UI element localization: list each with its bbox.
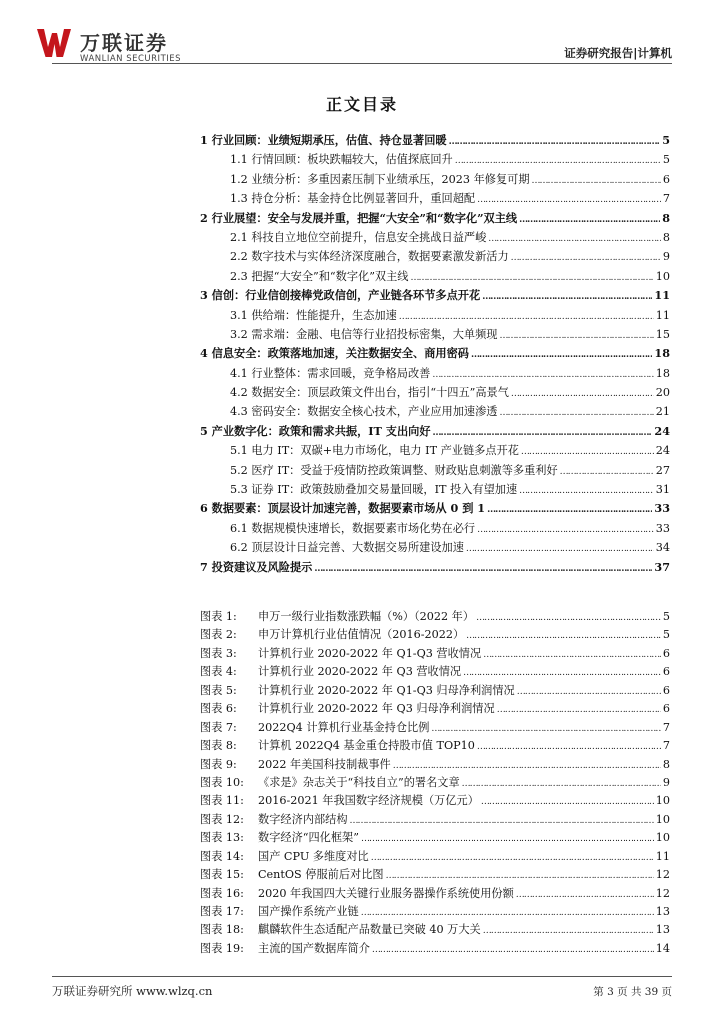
- toc-entry-title: 2.3 把握“大安全”和“数字化”双主线: [230, 269, 409, 283]
- toc-entry-page: 7: [662, 192, 670, 206]
- figure-entry[interactable]: [200, 756, 670, 774]
- dot-leader: [432, 367, 653, 380]
- figure-page: 12: [655, 868, 670, 882]
- figure-page: 6: [662, 665, 670, 679]
- toc-entry-page: 11: [655, 308, 670, 322]
- logo-text-cn: 万联证券: [80, 31, 168, 55]
- toc-entry-title: 5 产业数字化：政策和需求共振，IT 支出向好: [200, 423, 431, 438]
- toc-entry[interactable]: [200, 229, 670, 248]
- figure-label: 图表 18:: [200, 923, 244, 937]
- figure-entry[interactable]: [200, 663, 670, 681]
- toc-entry[interactable]: [200, 268, 670, 287]
- figure-label: 图表 12:: [200, 812, 244, 826]
- toc-entry[interactable]: [200, 287, 670, 306]
- figure-title: 2020 年我国四大关键行业服务器操作系统使用份额: [258, 886, 514, 900]
- figure-entry[interactable]: [200, 903, 670, 921]
- dot-leader: [431, 721, 660, 734]
- toc-entry-page: 18: [654, 346, 670, 361]
- toc-entry-page: 20: [655, 386, 670, 400]
- toc-entry-page: 9: [662, 250, 670, 264]
- dot-leader: [350, 813, 654, 826]
- toc-entry[interactable]: [200, 539, 670, 558]
- figure-title: 计算机 2022Q4 基金重仓持股市值 TOP10: [258, 739, 475, 753]
- figure-label: 图表 3:: [200, 646, 237, 660]
- figure-title: 数字经济“四化框架”: [258, 831, 359, 845]
- toc-entry-page: 27: [655, 463, 670, 477]
- figure-label: 图表 4:: [200, 665, 237, 679]
- toc-entry-page: 33: [655, 521, 670, 535]
- figure-title: 2022 年美国科技制裁事件: [258, 757, 391, 771]
- figure-title: 申万计算机行业估值情况（2016-2022）: [258, 628, 465, 642]
- toc-entry-title: 4.2 数据安全：顶层政策文件出台，指引“十四五”高景气: [230, 386, 509, 400]
- toc-entry-page: 18: [655, 366, 670, 380]
- dot-leader: [372, 942, 654, 955]
- figure-title: 麒麟软件生态适配产品数量已突破 40 万大关: [258, 923, 481, 937]
- dot-leader: [532, 173, 661, 186]
- figure-page: 12: [655, 886, 670, 900]
- footer-source: 万联证券研究所 www.wlzq.cn: [52, 984, 213, 998]
- figure-title: 《求是》杂志关于“科技自立”的署名文章: [258, 775, 460, 789]
- toc-entry-page: 34: [655, 541, 670, 555]
- figure-entry[interactable]: [200, 866, 670, 884]
- toc-entry[interactable]: [200, 481, 670, 500]
- figure-page: 10: [655, 831, 670, 845]
- figure-label: 图表 2:: [200, 628, 237, 642]
- dot-leader: [482, 288, 652, 302]
- figure-entry[interactable]: [200, 626, 670, 644]
- figure-label: 图表 5:: [200, 683, 237, 697]
- figure-title: 计算机行业 2020-2022 年 Q1-Q3 营收情况: [258, 646, 482, 660]
- dot-leader: [410, 270, 653, 283]
- figure-title: 2016-2021 年我国数字经济规模（万亿元）: [258, 794, 479, 808]
- figure-label: 图表 8:: [200, 739, 237, 753]
- toc-entry-title: 1.1 行情回顾：板块跌幅较大，估值探底回升: [230, 153, 453, 167]
- figure-title: CentOS 停服前后对比图: [258, 868, 384, 882]
- dot-leader: [487, 501, 652, 515]
- dot-leader: [466, 541, 654, 554]
- figure-page: 9: [662, 775, 670, 789]
- toc-entry-page: 6: [662, 172, 670, 186]
- figure-label: 图表 19:: [200, 941, 244, 955]
- figure-title: 数字经济内部结构: [258, 812, 348, 826]
- toc-entry[interactable]: [200, 500, 670, 519]
- toc-entry[interactable]: [200, 384, 670, 403]
- toc-entry[interactable]: [200, 462, 670, 481]
- figure-entry[interactable]: [200, 829, 670, 847]
- figure-entry[interactable]: [200, 940, 670, 958]
- toc-entry-page: 8: [662, 230, 670, 244]
- toc-entry-title: 5.1 电力 IT：双碳+电力市场化，电力 IT 产业链多点开花: [230, 444, 519, 458]
- toc-entry-title: 4 信息安全：政策落地加速，关注数据安全、商用密码: [200, 346, 469, 361]
- toc-entry[interactable]: [200, 423, 670, 442]
- toc-entry-page: 24: [655, 444, 670, 458]
- toc-entry-title: 6.1 数据规模快速增长，数据要素市场化势在必行: [230, 521, 476, 535]
- toc-entry-page: 21: [655, 405, 670, 419]
- figure-entry[interactable]: [200, 921, 670, 939]
- toc-entry-title: 3 信创：行业信创接棒党政信创，产业链各环节多点开花: [200, 288, 481, 303]
- dot-leader: [314, 560, 652, 574]
- dot-leader: [476, 610, 661, 623]
- dot-leader: [519, 211, 660, 225]
- toc-entry-title: 3.1 供给端：性能提升，生态加速: [230, 308, 397, 322]
- toc-entry[interactable]: [200, 132, 670, 151]
- figure-page: 7: [662, 739, 670, 753]
- figure-label: 图表 10:: [200, 775, 244, 789]
- figure-label: 图表 14:: [200, 849, 244, 863]
- figure-list: [200, 608, 670, 958]
- figure-entry[interactable]: [200, 645, 670, 663]
- toc-entry-title: 2 行业展望：安全与发展并重，把握“大安全”和“数字化”双主线: [200, 210, 518, 225]
- toc-entry-title: 6.2 顶层设计日益完善、大数据交易所建设加速: [230, 541, 464, 555]
- figure-label: 图表 16:: [200, 886, 244, 900]
- toc-entry[interactable]: [200, 210, 670, 229]
- figure-label: 图表 9:: [200, 757, 237, 771]
- toc-entry-page: 5: [662, 133, 670, 147]
- toc-entry-title: 1.3 持仓分析：基金持仓比例显著回升，重回超配: [230, 192, 476, 206]
- table-of-contents: [200, 132, 670, 578]
- dot-leader: [477, 192, 661, 205]
- figure-label: 图表 11:: [200, 794, 244, 808]
- dot-leader: [499, 405, 653, 418]
- dot-leader: [471, 346, 652, 360]
- toc-entry-page: 11: [654, 288, 670, 303]
- figure-page: 13: [655, 923, 670, 937]
- toc-entry-title: 4.3 密码安全：数据安全核心技术，产业应用加速渗透: [230, 405, 498, 419]
- dot-leader: [511, 386, 654, 399]
- figure-entry[interactable]: [200, 719, 670, 737]
- toc-entry[interactable]: [200, 520, 670, 539]
- toc-entry-page: 33: [654, 501, 670, 516]
- figure-title: 计算机行业 2020-2022 年 Q1-Q3 归母净利润情况: [258, 683, 515, 697]
- toc-entry[interactable]: [200, 365, 670, 384]
- figure-entry[interactable]: [200, 608, 670, 626]
- figure-title: 主流的国产数据库简介: [258, 941, 370, 955]
- toc-entry-title: 1 行业回顾：业绩短期承压，估值、持仓显著回暖: [200, 133, 447, 147]
- toc-entry[interactable]: [200, 190, 670, 209]
- toc-entry-page: 37: [654, 559, 670, 574]
- dot-leader: [516, 887, 654, 900]
- toc-entry[interactable]: [200, 442, 670, 461]
- header-divider: [52, 63, 672, 64]
- toc-entry[interactable]: [200, 345, 670, 364]
- figure-page: 6: [662, 702, 670, 716]
- figure-entry[interactable]: [200, 737, 670, 755]
- dot-leader: [483, 647, 661, 660]
- toc-entry[interactable]: [200, 326, 670, 345]
- toc-entry-title: 2.1 科技自立地位空前提升，信息安全挑战日益严峻: [230, 230, 487, 244]
- dot-leader: [517, 684, 661, 697]
- dot-leader: [386, 868, 654, 881]
- toc-entry[interactable]: [200, 151, 670, 170]
- figure-title: 国产操作系统产业链: [258, 905, 359, 918]
- figure-page: 13: [655, 905, 670, 918]
- figure-entry[interactable]: [200, 885, 670, 903]
- toc-entry-title: 1.2 业绩分析：多重因素压制下业绩承压，2023 年修复可期: [230, 172, 530, 186]
- page-title: 正文目录: [325, 95, 398, 114]
- figure-entry[interactable]: [200, 774, 670, 792]
- figure-page: 7: [662, 720, 670, 734]
- toc-entry[interactable]: [200, 559, 670, 578]
- dot-leader: [393, 758, 661, 771]
- dot-leader: [497, 702, 661, 715]
- figure-label: 图表 7:: [200, 720, 237, 734]
- page-header: [0, 0, 724, 68]
- toc-entry-page: 8: [662, 210, 670, 225]
- toc-entry-title: 6 数据要素：顶层设计加速完善，数据要素市场从 0 到 1: [200, 501, 486, 516]
- dot-leader: [371, 850, 654, 863]
- dot-leader: [466, 628, 661, 641]
- toc-entry-title: 4.1 行业整体：需求回暖，竞争格局改善: [230, 366, 431, 380]
- figure-entry[interactable]: [200, 682, 670, 700]
- figure-entry[interactable]: [200, 848, 670, 866]
- dot-leader: [399, 309, 654, 322]
- figure-title: 国产 CPU 多维度对比: [258, 849, 369, 863]
- report-category: 证券研究报告|计算机: [564, 46, 672, 60]
- toc-entry-page: 31: [655, 483, 670, 497]
- dot-leader: [560, 464, 654, 477]
- dot-leader: [433, 424, 653, 438]
- figure-page: 11: [655, 849, 670, 863]
- wanlian-logo-icon: [37, 29, 71, 57]
- figure-page: 10: [655, 794, 670, 808]
- toc-entry-page: 24: [654, 423, 670, 438]
- dot-leader: [488, 231, 661, 244]
- figure-entry[interactable]: [200, 792, 670, 810]
- figure-title: 2022Q4 计算机行业基金持仓比例: [258, 720, 430, 734]
- figure-page: 6: [662, 683, 670, 697]
- figure-page: 5: [662, 628, 670, 642]
- figure-label: 图表 13:: [200, 831, 244, 845]
- figure-page: 5: [662, 610, 670, 623]
- figure-page: 14: [655, 941, 670, 955]
- figure-title: 申万一级行业指数涨跌幅（%）（2022 年）: [258, 610, 475, 623]
- dot-leader: [483, 923, 654, 936]
- dot-leader: [361, 905, 654, 918]
- toc-entry-page: 15: [655, 327, 670, 341]
- dot-leader: [499, 328, 653, 341]
- figure-page: 10: [655, 812, 670, 826]
- dot-leader: [519, 483, 654, 496]
- dot-leader: [477, 739, 661, 752]
- figure-page: 8: [662, 757, 670, 771]
- toc-entry[interactable]: [200, 248, 670, 267]
- figure-title: 计算机行业 2020-2022 年 Q3 归母净利润情况: [258, 702, 495, 716]
- dot-leader: [521, 444, 654, 457]
- dot-leader: [477, 522, 654, 535]
- figure-entry[interactable]: [200, 700, 670, 718]
- toc-entry[interactable]: [200, 307, 670, 326]
- dot-leader: [463, 665, 661, 678]
- toc-entry[interactable]: [200, 171, 670, 190]
- toc-entry-title: 2.2 数字技术与实体经济深度融合，数据要素激发新活力: [230, 250, 509, 264]
- figure-page: 6: [662, 646, 670, 660]
- toc-entry-page: 5: [662, 153, 670, 167]
- footer-divider: [52, 976, 672, 977]
- dot-leader: [511, 250, 661, 263]
- toc-entry[interactable]: [200, 403, 670, 422]
- toc-entry-title: 5.3 证券 IT：政策鼓励叠加交易量回暖，IT 投入有望加速: [230, 483, 518, 497]
- toc-entry-page: 10: [655, 269, 670, 283]
- dot-leader: [481, 794, 654, 807]
- toc-entry-title: 5.2 医疗 IT：受益于疫情防控政策调整、财政贴息刺激等多重利好: [230, 463, 558, 477]
- figure-entry[interactable]: [200, 811, 670, 829]
- dot-leader: [449, 133, 661, 147]
- figure-label: 图表 1:: [200, 610, 237, 623]
- page-number: 第 3 页 共 39 页: [593, 986, 672, 998]
- figure-label: 图表 6:: [200, 702, 237, 716]
- figure-title: 计算机行业 2020-2022 年 Q3 营收情况: [258, 665, 462, 679]
- toc-entry-title: 3.2 需求端：金融、电信等行业招投标密集，大单频现: [230, 327, 498, 341]
- dot-leader: [455, 153, 661, 166]
- figure-label: 图表 17:: [200, 905, 244, 918]
- toc-entry-title: 7 投资建议及风险提示: [200, 559, 313, 574]
- dot-leader: [361, 831, 654, 844]
- dot-leader: [462, 776, 661, 789]
- figure-label: 图表 15:: [200, 868, 244, 882]
- logo-text-en: WANLIAN SECURITIES: [80, 54, 182, 64]
